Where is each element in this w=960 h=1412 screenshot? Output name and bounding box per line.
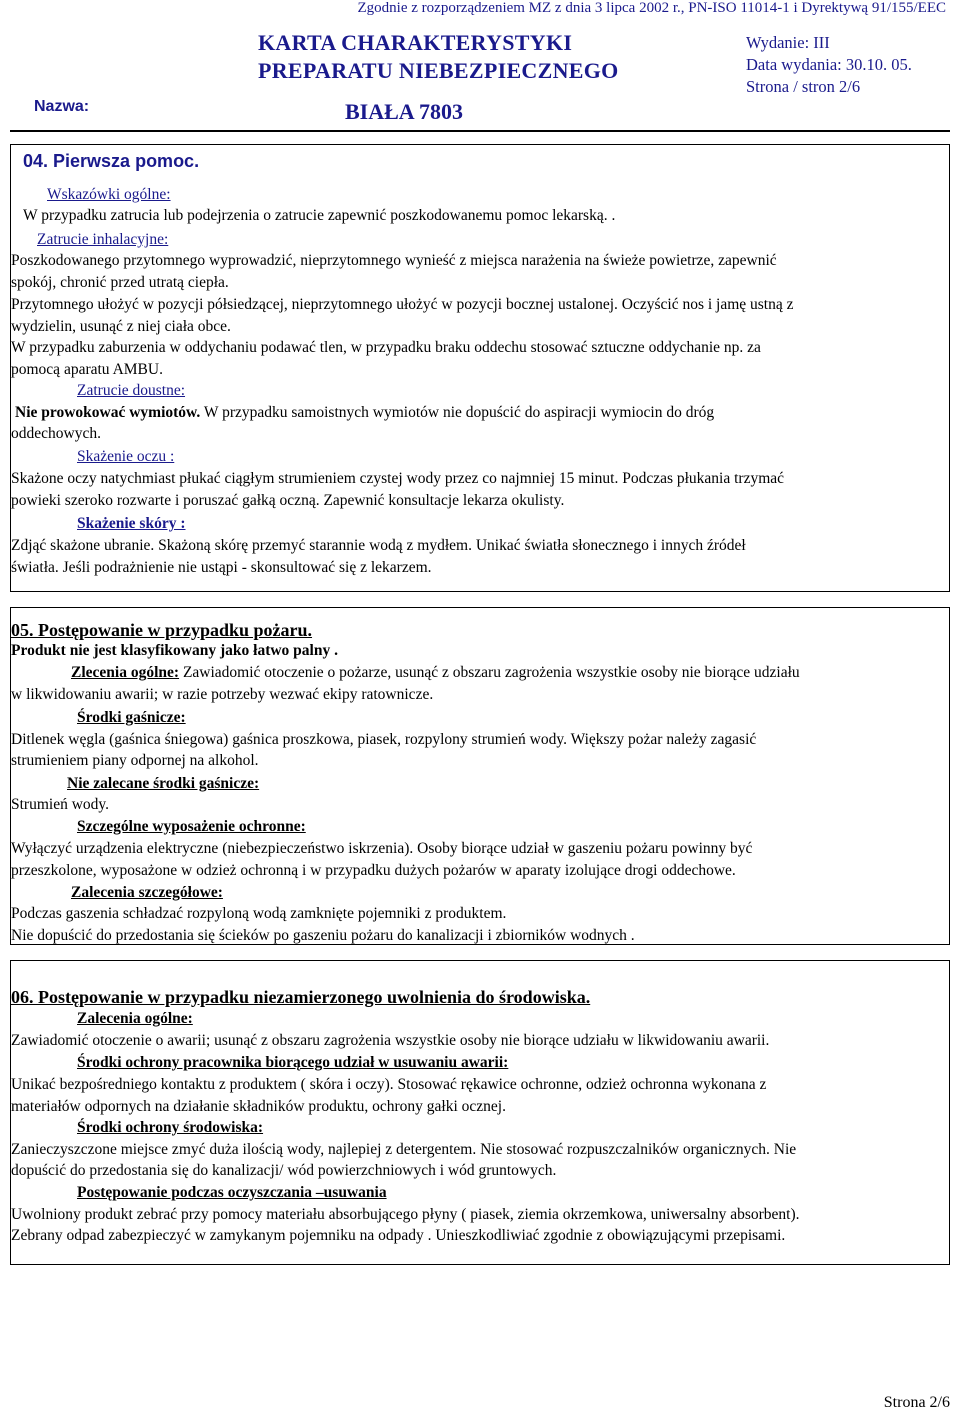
agents-heading: Środki gaśnicze: xyxy=(77,709,186,726)
detail-line: Nie dopuścić do przedostania się ścieków po gaszeniu pożaru do kanalizacji i zbiorników wodnych . xyxy=(11,927,635,944)
cleanup-line: Zebrany odpad zabezpieczyć w zamykanym pojemniku na odpady . Unieszkodliwiać zgodnie z obowiązującymi przepisami. xyxy=(11,1227,786,1244)
oral-heading: Zatrucie doustne: xyxy=(77,382,186,399)
inhalation-line: Poszkodowanego przytomnego wyprowadzić, nieprzytomnego wynieść z miejsca narażenia na świeże powietrze, zapewnić xyxy=(11,252,777,269)
detail-line: Podczas gaszenia schładzać rozpyloną wodą zamknięte pojemniki z produktem. xyxy=(11,905,507,922)
page-indicator: Strona / stron 2/6 xyxy=(746,77,861,96)
eye-heading: Skażenie oczu : xyxy=(77,448,175,465)
name-label: Nazwa: xyxy=(34,98,90,115)
section-first-aid xyxy=(10,144,950,592)
environment-line: Zanieczyszczone miejsce zmyć duża ilością wody, najlepiej z detergentem. Nie stosować rozpuszczalników organicznych. Nie xyxy=(11,1141,797,1158)
general-heading: Wskazówki ogólne: xyxy=(47,186,171,203)
not-recommended-heading: Nie zalecane środki gaśnicze: xyxy=(67,775,260,792)
orders-line: w likwidowaniu awarii; w razie potrzeby wezwać ekipy ratownicze. xyxy=(11,686,434,703)
inhalation-line: spokój, chronić przed utratą ciepła. xyxy=(11,274,229,291)
worker-protection-heading: Środki ochrony pracownika biorącego udział w usuwaniu awarii: xyxy=(77,1054,509,1071)
worker-protection-line: Unikać bezpośredniego kontaktu z produktem ( skóra i oczy). Stosować rękawice ochronne, odzież ochronna wykonana z xyxy=(11,1076,767,1093)
orders-text: Zawiadomić otoczenie o pożarze, usunąć z obszaru zagrożenia wszystkie osoby nie biorące udziału xyxy=(179,664,800,681)
inhalation-heading: Zatrucie inhalacyjne: xyxy=(37,231,169,248)
recommendations-heading: Zalecenia ogólne: xyxy=(77,1010,193,1027)
not-recommended-text: Strumień wody. xyxy=(11,796,110,813)
oral-warning: Nie prowokować wymiotów. xyxy=(15,404,201,421)
detail-heading: Zalecenia szczegółowe: xyxy=(71,884,223,901)
issue-date: Data wydania: 30.10. 05. xyxy=(746,55,912,74)
title-line-2: PREPARATU NIEBEZPIECZNEGO xyxy=(258,58,619,83)
oral-line: oddechowych. xyxy=(11,425,101,442)
section-title: 04. Pierwsza pomoc. xyxy=(23,151,200,171)
environment-line: dopuścić do przedostania się do kanalizacji/ wód powierzchniowych i wód gruntowych. xyxy=(11,1162,557,1179)
page-footer: Strona 2/6 xyxy=(883,1394,950,1411)
orders-line xyxy=(71,663,800,683)
oral-line xyxy=(15,403,714,423)
orders-heading: Zlecenia ogólne: xyxy=(71,664,180,681)
equipment-heading: Szczególne wyposażenie ochronne: xyxy=(77,818,306,835)
general-text: W przypadku zatrucia lub podejrzenia o zatrucie zapewnić poszkodowanemu pomoc lekarską. . xyxy=(23,207,616,224)
eye-line: powieki szeroko rozwarte i poruszać gałką oczną. Zapewnić konsultacje lekarza okulisty. xyxy=(11,492,565,509)
inhalation-line: wydzielin, usunąć z niej ciała obce. xyxy=(11,318,231,335)
section-fire xyxy=(10,607,950,945)
product-name: BIAŁA 7803 xyxy=(345,99,463,124)
inhalation-line: Przytomnego ułożyć w pozycji półsiedzącej, nieprzytomnego ułożyć w pozycji bocznej ustalonej. Oczyścić nos i jamę ustną z xyxy=(11,296,794,313)
equipment-line: przeszkolone, wyposażone w odzież ochronną i w przypadku dużych pożarów w aparaty izolujące drogi oddechowe. xyxy=(11,862,736,879)
section-title: 05. Postępowanie w przypadku pożaru. xyxy=(11,620,313,640)
worker-protection-line: materiałów odpornych na działanie składników produktu, ochrony gałki ocznej. xyxy=(11,1098,506,1115)
skin-line: światła. Jeśli podrażnienie nie ustąpi - skonsultować się z lekarzem. xyxy=(11,559,432,576)
flammability-notice: Produkt nie jest klasyfikowany jako łatwo palny . xyxy=(11,642,338,659)
eye-line: Skażone oczy natychmiast płukać ciągłym strumieniem czystej wody przez co najmniej 15 minut. Podczas płukania trzymać xyxy=(11,470,785,487)
agents-line: strumieniem piany odpornej na alkohol. xyxy=(11,752,259,769)
skin-heading: Skażenie skóry : xyxy=(77,515,186,532)
section-release xyxy=(10,960,950,1265)
skin-line: Zdjąć skażone ubranie. Skażoną skórę przemyć starannie wodą z mydłem. Unikać światła słonecznego i innych źródeł xyxy=(11,537,746,554)
section-title: 06. Postępowanie w przypadku niezamierzonego uwolnienia do środowiska. xyxy=(11,987,591,1007)
agents-line: Ditlenek węgla (gaśnica śniegowa) gaśnica proszkowa, piasek, rozpylony strumień wody. Większy pożar należy zagasić xyxy=(11,731,757,748)
recommendations-text: Zawiadomić otoczenie o awarii; usunąć z obszaru zagrożenia wszystkie osoby nie biorące udziału w likwidowaniu awarii. xyxy=(11,1032,770,1049)
document-meta xyxy=(746,32,912,98)
document-title xyxy=(258,30,619,84)
inhalation-line: pomocą aparatu AMBU. xyxy=(11,361,163,378)
oral-text: W przypadku samoistnych wymiotów nie dopuścić do aspiracji wymiocin do dróg xyxy=(200,404,715,421)
cleanup-line: Uwolniony produkt zebrać przy pomocy materiału absorbującego płyny ( piasek, ziemia okrzemkowa, uniwersalny absorbent). xyxy=(11,1206,800,1223)
inhalation-line: W przypadku zaburzenia w oddychaniu podawać tlen, w przypadku braku oddechu stosować sztuczne oddychanie np. za xyxy=(11,339,761,356)
header-divider xyxy=(10,130,950,132)
edition: Wydanie: III xyxy=(746,33,830,52)
cleanup-heading: Postępowanie podczas oczyszczania –usuwania xyxy=(77,1184,387,1201)
regulation-note: Zgodnie z rozporządzeniem MZ z dnia 3 lipca 2002 r., PN-ISO 11014-1 i Dyrektywą 91/155/EEC xyxy=(357,0,946,16)
title-line-1: KARTA CHARAKTERYSTYKI xyxy=(258,30,573,55)
environment-heading: Środki ochrony środowiska: xyxy=(77,1119,264,1136)
equipment-line: Wyłączyć urządzenia elektryczne (niebezpieczeństwo iskrzenia). Osoby biorące udział w gaszeniu pożaru powinny być xyxy=(11,840,753,857)
